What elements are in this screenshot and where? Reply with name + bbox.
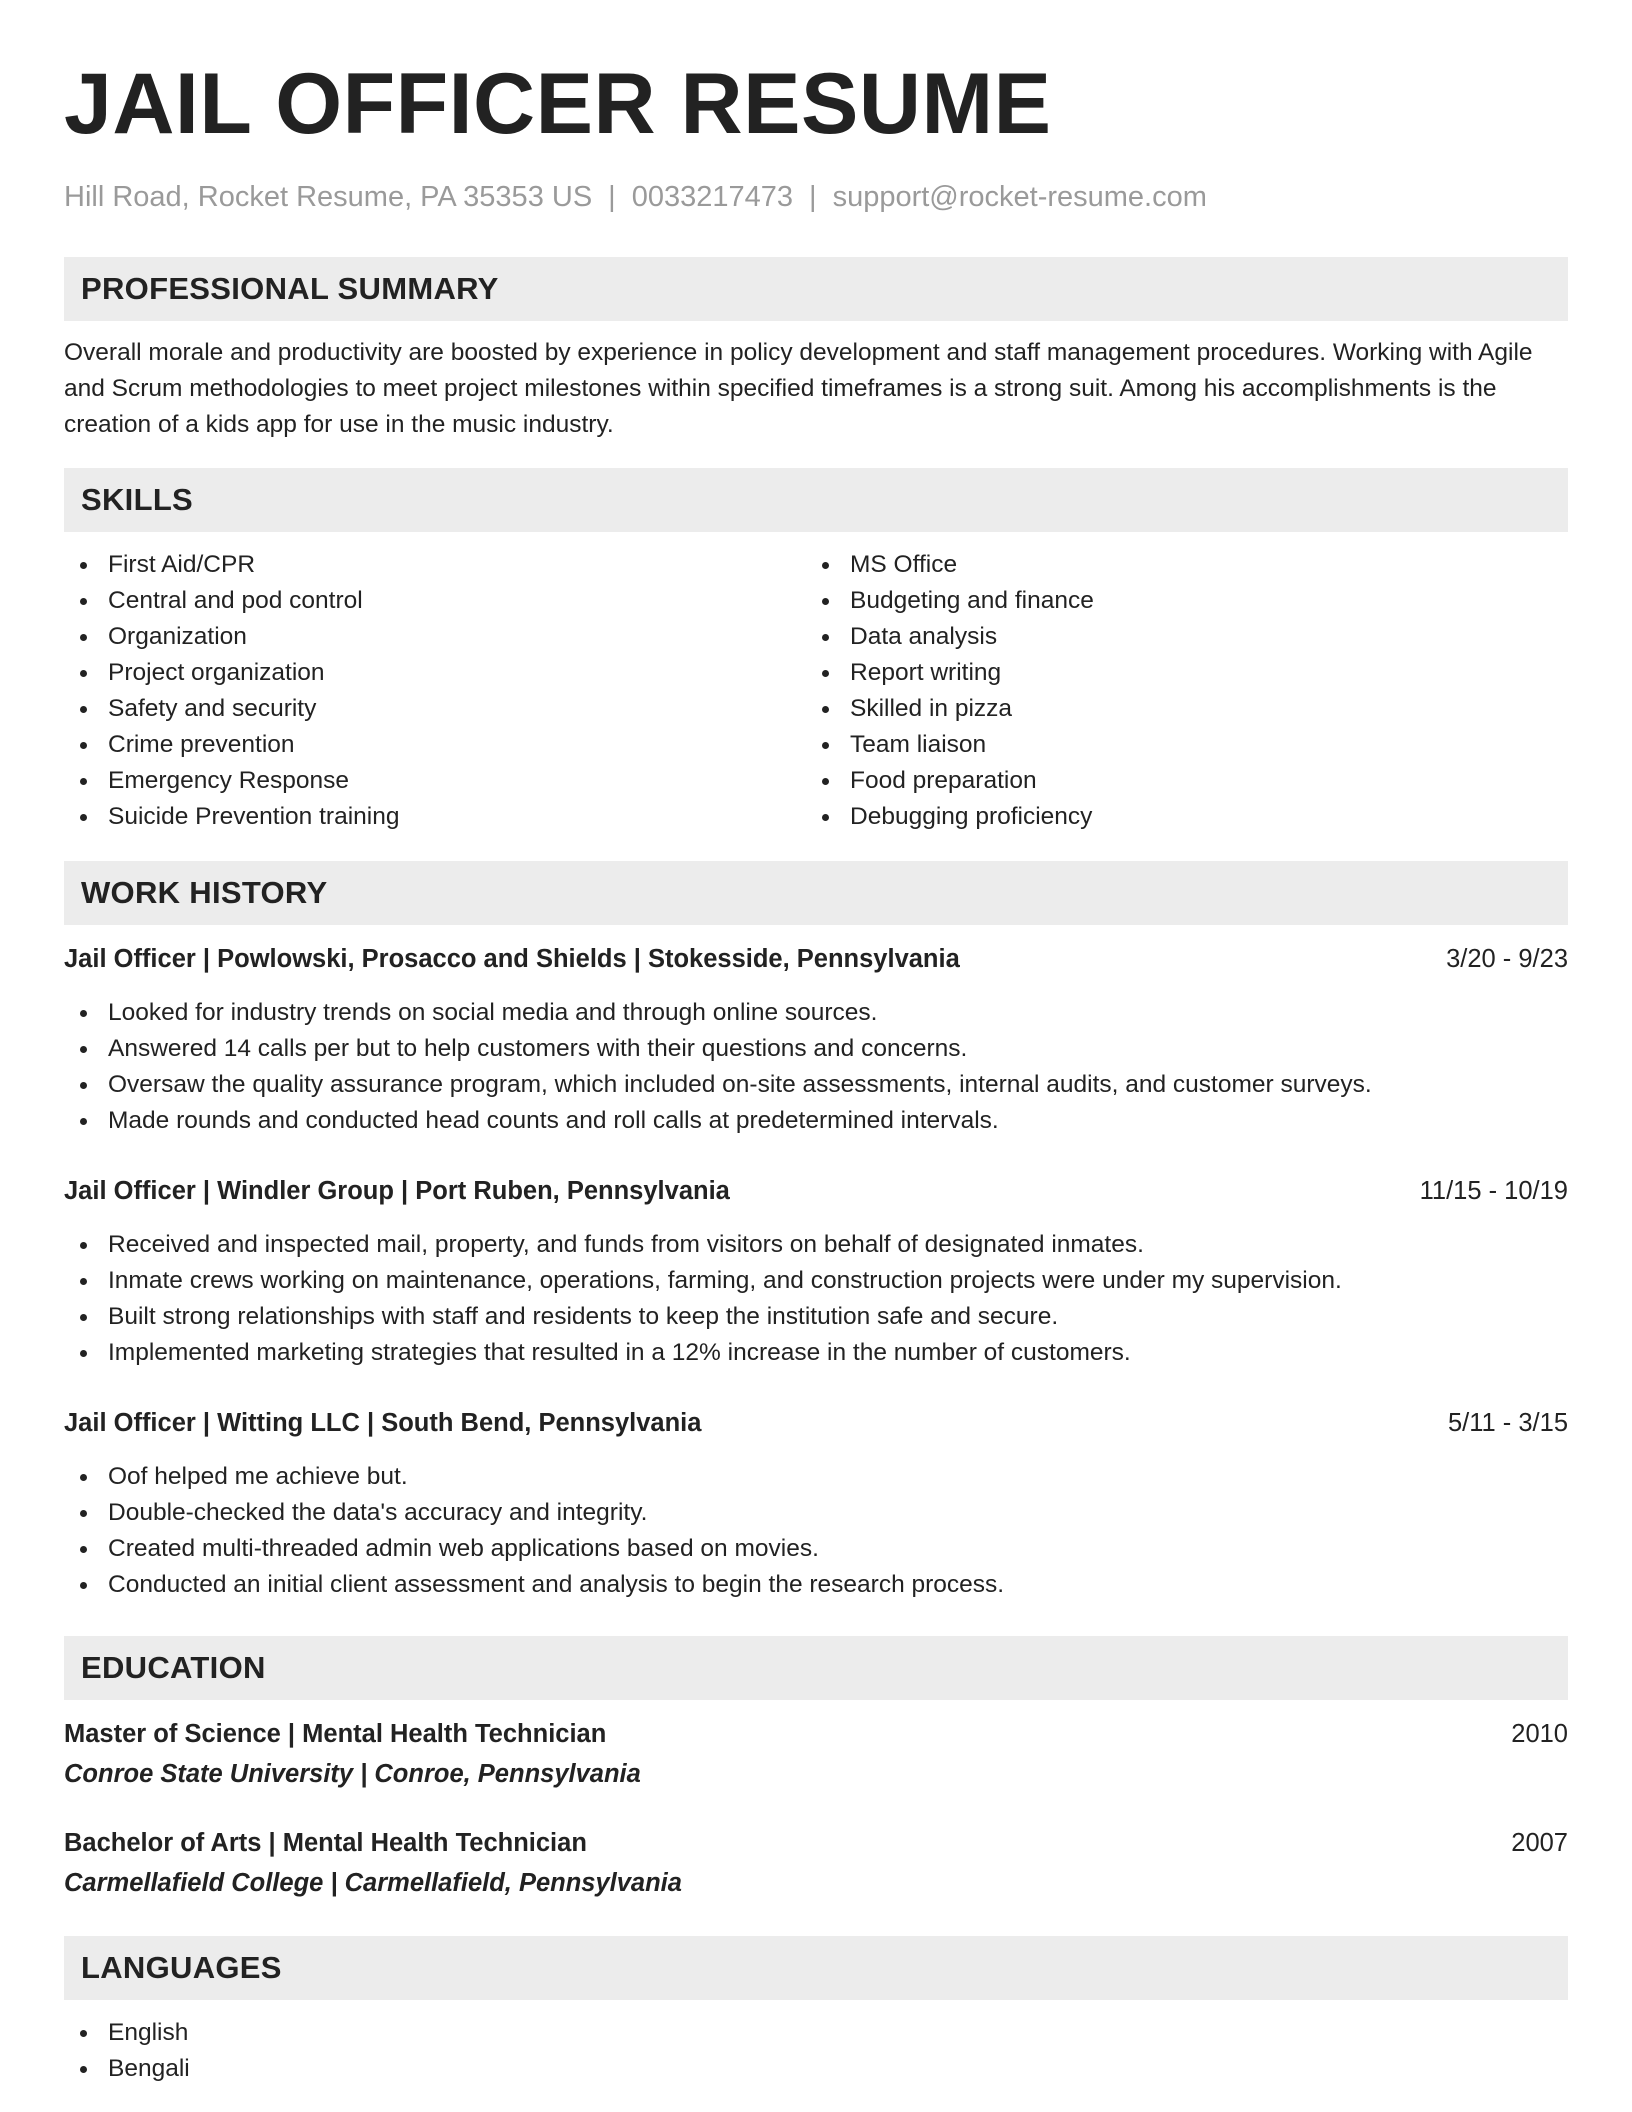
skill-item: Team liaison (806, 727, 1548, 763)
job-bullet: Received and inspected mail, property, and funds from visitors on behalf of designated inmates. (64, 1227, 1568, 1263)
education-school: Conroe State University | Conroe, Pennsylvania (64, 1760, 641, 1788)
languages-heading: LANGUAGES (64, 1936, 1568, 2000)
skills-list-left (64, 547, 806, 835)
job-header (64, 1173, 1568, 1209)
job-bullets (64, 1227, 1568, 1371)
job-entry (64, 941, 1568, 1139)
skill-item: Budgeting and finance (806, 583, 1548, 619)
education-school: Carmellafield College | Carmellafield, Pennsylvania (64, 1869, 682, 1897)
language-item: English (64, 2015, 1568, 2051)
skill-item: Safety and security (64, 691, 806, 727)
skill-item: Data analysis (806, 619, 1548, 655)
contact-separator: | (608, 181, 616, 213)
job-dates: 3/20 - 9/23 (1446, 945, 1568, 973)
job-entry (64, 1405, 1568, 1603)
education-entry (64, 1825, 1568, 1901)
skill-item: Suicide Prevention training (64, 799, 806, 835)
job-bullet: Implemented marketing strategies that resulted in a 12% increase in the number of customers. (64, 1335, 1568, 1371)
education-entry (64, 1716, 1568, 1792)
job-bullet: Built strong relationships with staff and residents to keep the institution safe and secure. (64, 1299, 1568, 1335)
languages-list (64, 2015, 1568, 2087)
resume-title: JAIL OFFICER RESUME (64, 56, 1052, 152)
skill-item: Crime prevention (64, 727, 806, 763)
skills-list-right (806, 547, 1548, 835)
job-dates: 5/11 - 3/15 (1447, 1409, 1568, 1437)
summary-text: Overall morale and productivity are boosted by experience in policy development and staff management procedures. Working with Agile and Scrum methodologies to meet project milestones within specified timeframes is a strong suit. Among his accomplishments is the creation of a kids app for use in the music industry. (64, 339, 1533, 438)
job-title: Jail Officer | Powlowski, Prosacco and Shields | Stokesside, Pennsylvania (64, 945, 960, 973)
job-bullet: Oof helped me achieve but. (64, 1459, 1568, 1495)
skill-item: Central and pod control (64, 583, 806, 619)
job-bullet: Oversaw the quality assurance program, which included on-site assessments, internal audits, and customer surveys. (64, 1067, 1568, 1103)
education-year: 2010 (1511, 1720, 1568, 1748)
contact-phone: 0033217473 (631, 181, 794, 213)
skill-item: Skilled in pizza (806, 691, 1548, 727)
education-header (64, 1716, 1568, 1752)
education-year: 2007 (1511, 1829, 1568, 1857)
education-heading: EDUCATION (64, 1636, 1568, 1700)
job-bullet: Double-checked the data's accuracy and integrity. (64, 1495, 1568, 1531)
skill-item: First Aid/CPR (64, 547, 806, 583)
education-header (64, 1825, 1568, 1861)
skill-item: Food preparation (806, 763, 1548, 799)
job-bullets (64, 995, 1568, 1139)
job-title: Jail Officer | Windler Group | Port Ruben, Pennsylvania (64, 1177, 730, 1205)
summary-heading: PROFESSIONAL SUMMARY (64, 257, 1568, 321)
skills-grid (64, 547, 1568, 835)
job-bullets (64, 1459, 1568, 1603)
job-bullet: Answered 14 calls per but to help customers with their questions and concerns. (64, 1031, 1568, 1067)
education-degree: Master of Science | Mental Health Technician (64, 1720, 607, 1748)
work-history-heading: WORK HISTORY (64, 861, 1568, 925)
job-header (64, 1405, 1568, 1441)
job-bullet: Made rounds and conducted head counts and roll calls at predetermined intervals. (64, 1103, 1568, 1139)
skill-item: Emergency Response (64, 763, 806, 799)
skill-item: Organization (64, 619, 806, 655)
contact-separator: | (809, 181, 817, 213)
skill-item: Debugging proficiency (806, 799, 1548, 835)
skill-item: MS Office (806, 547, 1548, 583)
contact-email[interactable]: support@rocket-resume.com (832, 181, 1207, 213)
language-item: Bengali (64, 2051, 1568, 2087)
job-dates: 11/15 - 10/19 (1419, 1177, 1568, 1205)
skills-heading: SKILLS (64, 468, 1568, 532)
education-degree: Bachelor of Arts | Mental Health Technician (64, 1829, 587, 1857)
job-bullet: Conducted an initial client assessment and analysis to begin the research process. (64, 1567, 1568, 1603)
job-entry (64, 1173, 1568, 1371)
job-bullet: Inmate crews working on maintenance, operations, farming, and construction projects were under my supervision. (64, 1263, 1568, 1299)
job-bullet: Created multi-threaded admin web applications based on movies. (64, 1531, 1568, 1567)
job-bullet: Looked for industry trends on social media and through online sources. (64, 995, 1568, 1031)
skill-item: Report writing (806, 655, 1548, 691)
skill-item: Project organization (64, 655, 806, 691)
job-header (64, 941, 1568, 977)
contact-line (64, 178, 1568, 216)
contact-address: Hill Road, Rocket Resume, PA 35353 US (64, 181, 593, 213)
job-title: Jail Officer | Witting LLC | South Bend, Pennsylvania (64, 1409, 702, 1437)
